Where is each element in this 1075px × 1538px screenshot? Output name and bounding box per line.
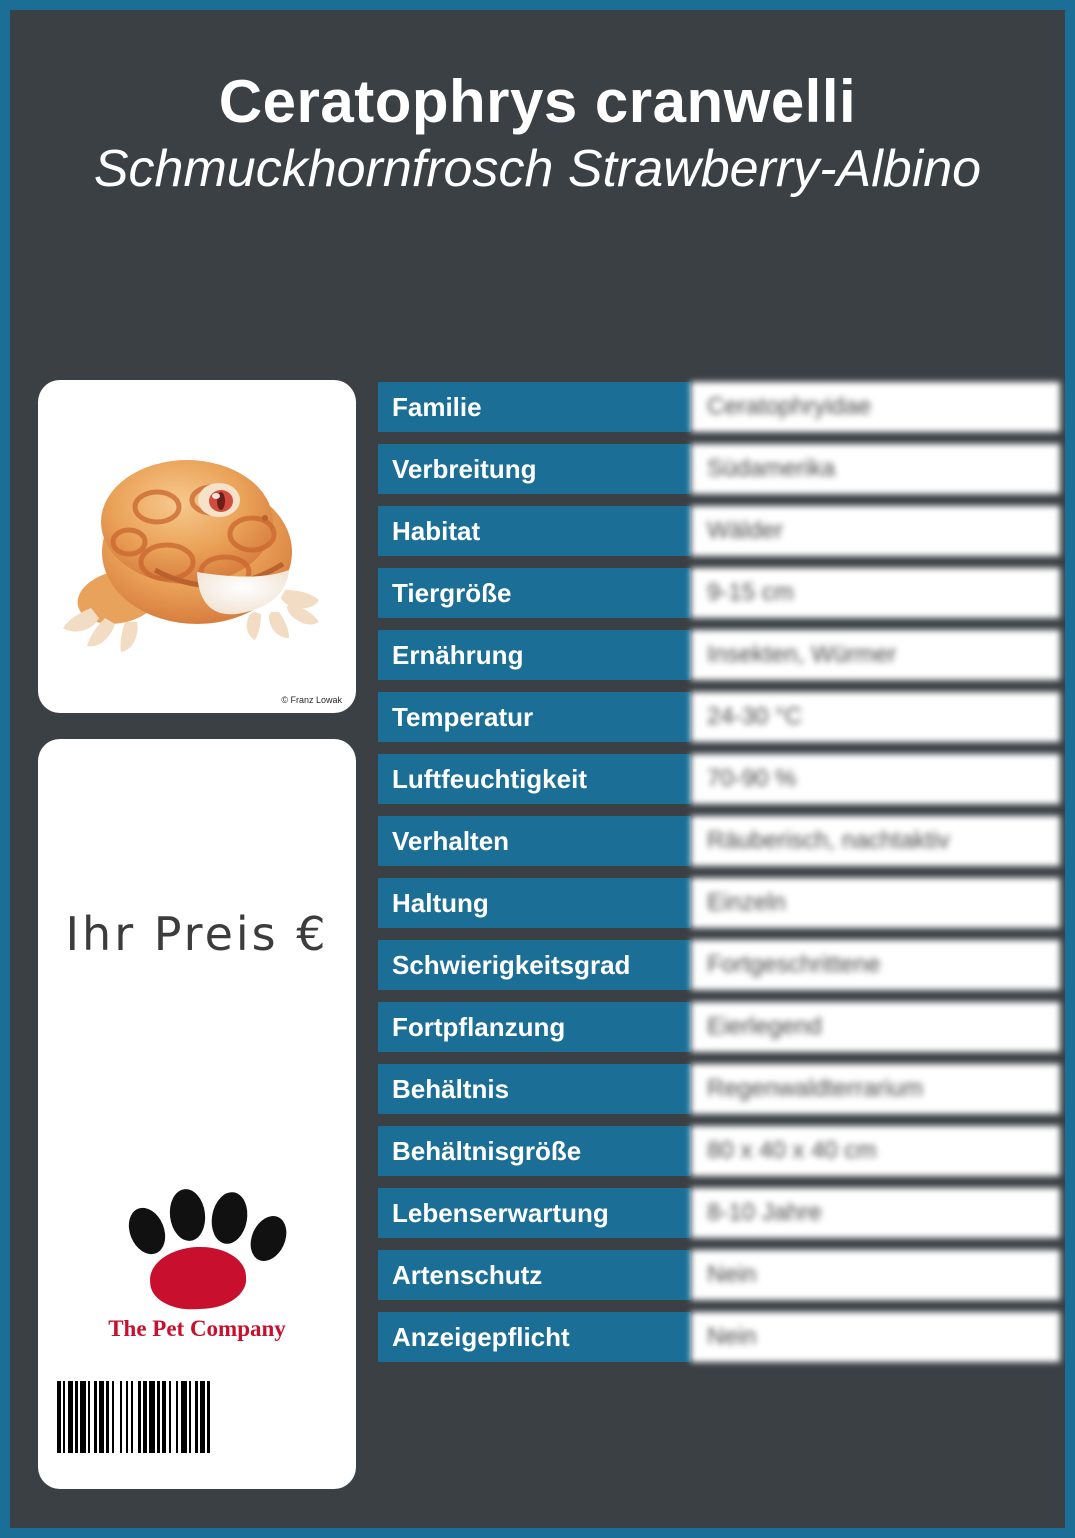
attribute-value: Insekten, Würmer bbox=[691, 630, 1060, 680]
attribute-label: Fortpflanzung bbox=[378, 1002, 691, 1052]
table-row bbox=[378, 630, 1060, 680]
attribute-label: Luftfeuchtigkeit bbox=[378, 754, 691, 804]
attribute-value: Wälder bbox=[691, 506, 1060, 556]
table-row bbox=[378, 1312, 1060, 1362]
attribute-value: 70-90 % bbox=[691, 754, 1060, 804]
attribute-value: 24-30 °C bbox=[691, 692, 1060, 742]
table-row bbox=[378, 940, 1060, 990]
table-row bbox=[378, 754, 1060, 804]
attribute-label: Familie bbox=[378, 382, 691, 432]
attribute-value: Nein bbox=[691, 1312, 1060, 1362]
attribute-label: Tiergröße bbox=[378, 568, 691, 618]
attribute-value: Räuberisch, nachtaktiv bbox=[691, 816, 1060, 866]
attribute-label: Verhalten bbox=[378, 816, 691, 866]
table-row bbox=[378, 1250, 1060, 1300]
table-row bbox=[378, 568, 1060, 618]
barcode-bar bbox=[210, 1381, 214, 1453]
frog-icon bbox=[38, 380, 356, 713]
common-name: Schmuckhornfrosch Strawberry-Albino bbox=[93, 140, 982, 198]
attribute-label: Temperatur bbox=[378, 692, 691, 742]
table-row bbox=[378, 444, 1060, 494]
attribute-label: Haltung bbox=[378, 878, 691, 928]
attribute-label: Verbreitung bbox=[378, 444, 691, 494]
attribute-value: Regenwaldterrarium bbox=[691, 1064, 1060, 1114]
attributes-table bbox=[378, 382, 1060, 1374]
table-row bbox=[378, 692, 1060, 742]
price-label: Ihr Preis € bbox=[65, 907, 329, 961]
species-name: Ceratophrys cranwelli bbox=[218, 68, 857, 135]
attribute-label: Schwierigkeitsgrad bbox=[378, 940, 691, 990]
animal-photo-card bbox=[38, 380, 356, 713]
table-row bbox=[378, 506, 1060, 556]
table-row bbox=[378, 1126, 1060, 1176]
photo-credit: © Franz Lowak bbox=[281, 695, 342, 705]
attribute-label: Behältnisgröße bbox=[378, 1126, 691, 1176]
company-logo bbox=[38, 1187, 356, 1342]
table-row bbox=[378, 1064, 1060, 1114]
brand-name: The Pet Company bbox=[108, 1316, 286, 1341]
paw-print-icon bbox=[102, 1187, 292, 1312]
attribute-value: Ceratophryidae bbox=[691, 382, 1060, 432]
left-column bbox=[38, 380, 356, 1489]
attribute-value: Fortgeschrittene bbox=[691, 940, 1060, 990]
attribute-value: 9-15 cm bbox=[691, 568, 1060, 618]
attribute-label: Anzeigepflicht bbox=[378, 1312, 691, 1362]
attribute-value: 8-10 Jahre bbox=[691, 1188, 1060, 1238]
table-row bbox=[378, 1002, 1060, 1052]
attribute-value: Einzeln bbox=[691, 878, 1060, 928]
attribute-value: Südamerika bbox=[691, 444, 1060, 494]
attribute-label: Habitat bbox=[378, 506, 691, 556]
attribute-value: 80 x 40 x 40 cm bbox=[691, 1126, 1060, 1176]
table-row bbox=[378, 878, 1060, 928]
attribute-value: Nein bbox=[691, 1250, 1060, 1300]
attribute-label: Ernährung bbox=[378, 630, 691, 680]
price-card bbox=[38, 739, 356, 1489]
poster-header bbox=[10, 70, 1065, 198]
attribute-label: Behältnis bbox=[378, 1064, 691, 1114]
table-row bbox=[378, 816, 1060, 866]
table-row bbox=[378, 382, 1060, 432]
table-row bbox=[378, 1188, 1060, 1238]
attribute-label: Lebenserwartung bbox=[378, 1188, 691, 1238]
attribute-value: Eierlegend bbox=[691, 1002, 1060, 1052]
attribute-label: Artenschutz bbox=[378, 1250, 691, 1300]
barcode bbox=[57, 1381, 337, 1453]
